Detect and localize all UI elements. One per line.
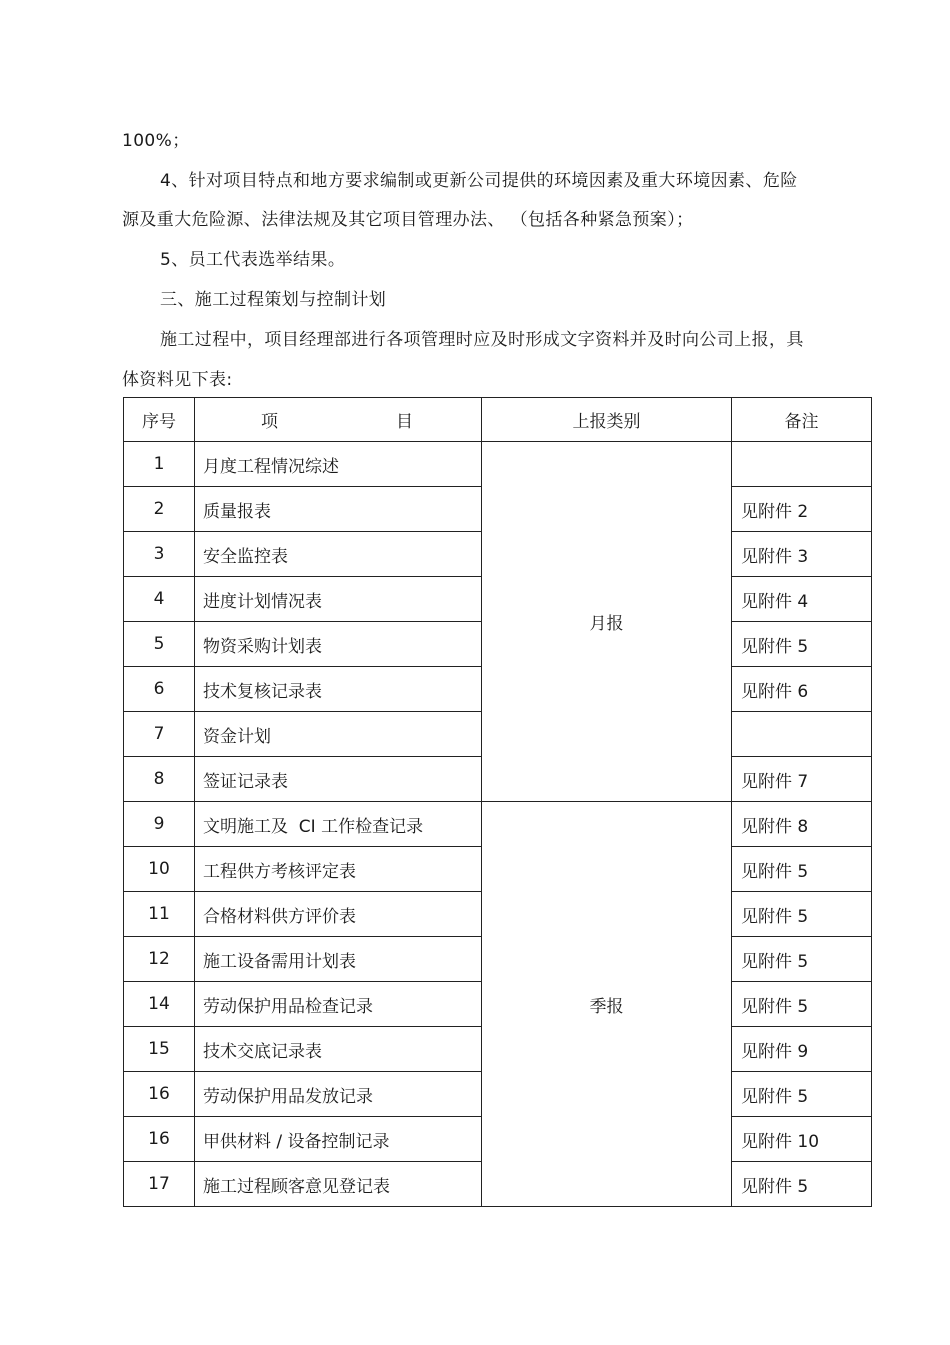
row-num: 3 (124, 532, 195, 577)
paragraph-line-3: 源及重大危险源、法律法规及其它项目管理办法、 （包括各种紧急预案）； (122, 210, 694, 230)
row-num: 4 (124, 577, 195, 622)
table-row (124, 802, 872, 847)
paragraph-line-4: 5、员工代表选举结果。 (160, 250, 346, 270)
row-item: 劳动保护用品发放记录 (195, 1072, 482, 1117)
row-note: 见附件 5 (732, 1072, 872, 1117)
row-num: 6 (124, 667, 195, 712)
row-note: 见附件 9 (732, 1027, 872, 1072)
row-num: 8 (124, 757, 195, 802)
row-item: 安全监控表 (195, 532, 482, 577)
row-note: 见附件 10 (732, 1117, 872, 1162)
row-item: 签证记录表 (195, 757, 482, 802)
row-item: 物资采购计划表 (195, 622, 482, 667)
header-item (195, 398, 482, 442)
table-header-row (124, 398, 872, 442)
row-note: 见附件 6 (732, 667, 872, 712)
row-note: 见附件 2 (732, 487, 872, 532)
paragraph-line-6: 施工过程中，项目经理部进行各项管理时应及时形成文字资料并及时向公司上报，具 (160, 330, 804, 350)
row-num: 10 (124, 847, 195, 892)
paragraph-line-2: 4、针对项目特点和地方要求编制或更新公司提供的环境因素及重大环境因素、危险 (160, 171, 798, 191)
row-note (732, 712, 872, 757)
row-note: 见附件 8 (732, 802, 872, 847)
row-item: 进度计划情况表 (195, 577, 482, 622)
row-item: 工程供方考核评定表 (195, 847, 482, 892)
row-item: 技术交底记录表 (195, 1027, 482, 1072)
row-num: 2 (124, 487, 195, 532)
row-num: 17 (124, 1162, 195, 1207)
row-note: 见附件 5 (732, 622, 872, 667)
row-note: 见附件 3 (732, 532, 872, 577)
row-num: 15 (124, 1027, 195, 1072)
header-num: 序号 (124, 398, 195, 442)
row-item: 质量报表 (195, 487, 482, 532)
row-num: 16 (124, 1117, 195, 1162)
row-num: 11 (124, 892, 195, 937)
row-item: 技术复核记录表 (195, 667, 482, 712)
paragraph-line-1: 100%； (122, 131, 190, 151)
row-note (732, 442, 872, 487)
table-row (124, 442, 872, 487)
row-num: 1 (124, 442, 195, 487)
row-num: 12 (124, 937, 195, 982)
category-monthly: 月报 (482, 442, 732, 802)
header-note: 备注 (732, 398, 872, 442)
row-item: 甲供材料 / 设备控制记录 (195, 1117, 482, 1162)
header-item-left: 项 (261, 412, 278, 432)
section-heading: 三、施工过程策划与控制计划 (160, 290, 387, 310)
row-item: 文明施工及 CI 工作检查记录 (195, 802, 482, 847)
category-quarterly: 季报 (482, 802, 732, 1207)
row-note: 见附件 4 (732, 577, 872, 622)
row-item: 劳动保护用品检查记录 (195, 982, 482, 1027)
paragraph-line-7: 体资料见下表: (122, 370, 233, 390)
row-item: 施工过程顾客意见登记表 (195, 1162, 482, 1207)
row-item: 资金计划 (195, 712, 482, 757)
row-item: 施工设备需用计划表 (195, 937, 482, 982)
header-item-right: 目 (396, 412, 413, 432)
row-item: 合格材料供方评价表 (195, 892, 482, 937)
row-note: 见附件 5 (732, 892, 872, 937)
row-item: 月度工程情况综述 (195, 442, 482, 487)
row-num: 7 (124, 712, 195, 757)
row-num: 9 (124, 802, 195, 847)
row-note: 见附件 5 (732, 847, 872, 892)
row-note: 见附件 5 (732, 982, 872, 1027)
row-num: 16 (124, 1072, 195, 1117)
row-note: 见附件 5 (732, 937, 872, 982)
row-note: 见附件 7 (732, 757, 872, 802)
row-num: 5 (124, 622, 195, 667)
header-category: 上报类别 (482, 398, 732, 442)
row-note: 见附件 5 (732, 1162, 872, 1207)
report-table (123, 397, 872, 1207)
row-num: 14 (124, 982, 195, 1027)
